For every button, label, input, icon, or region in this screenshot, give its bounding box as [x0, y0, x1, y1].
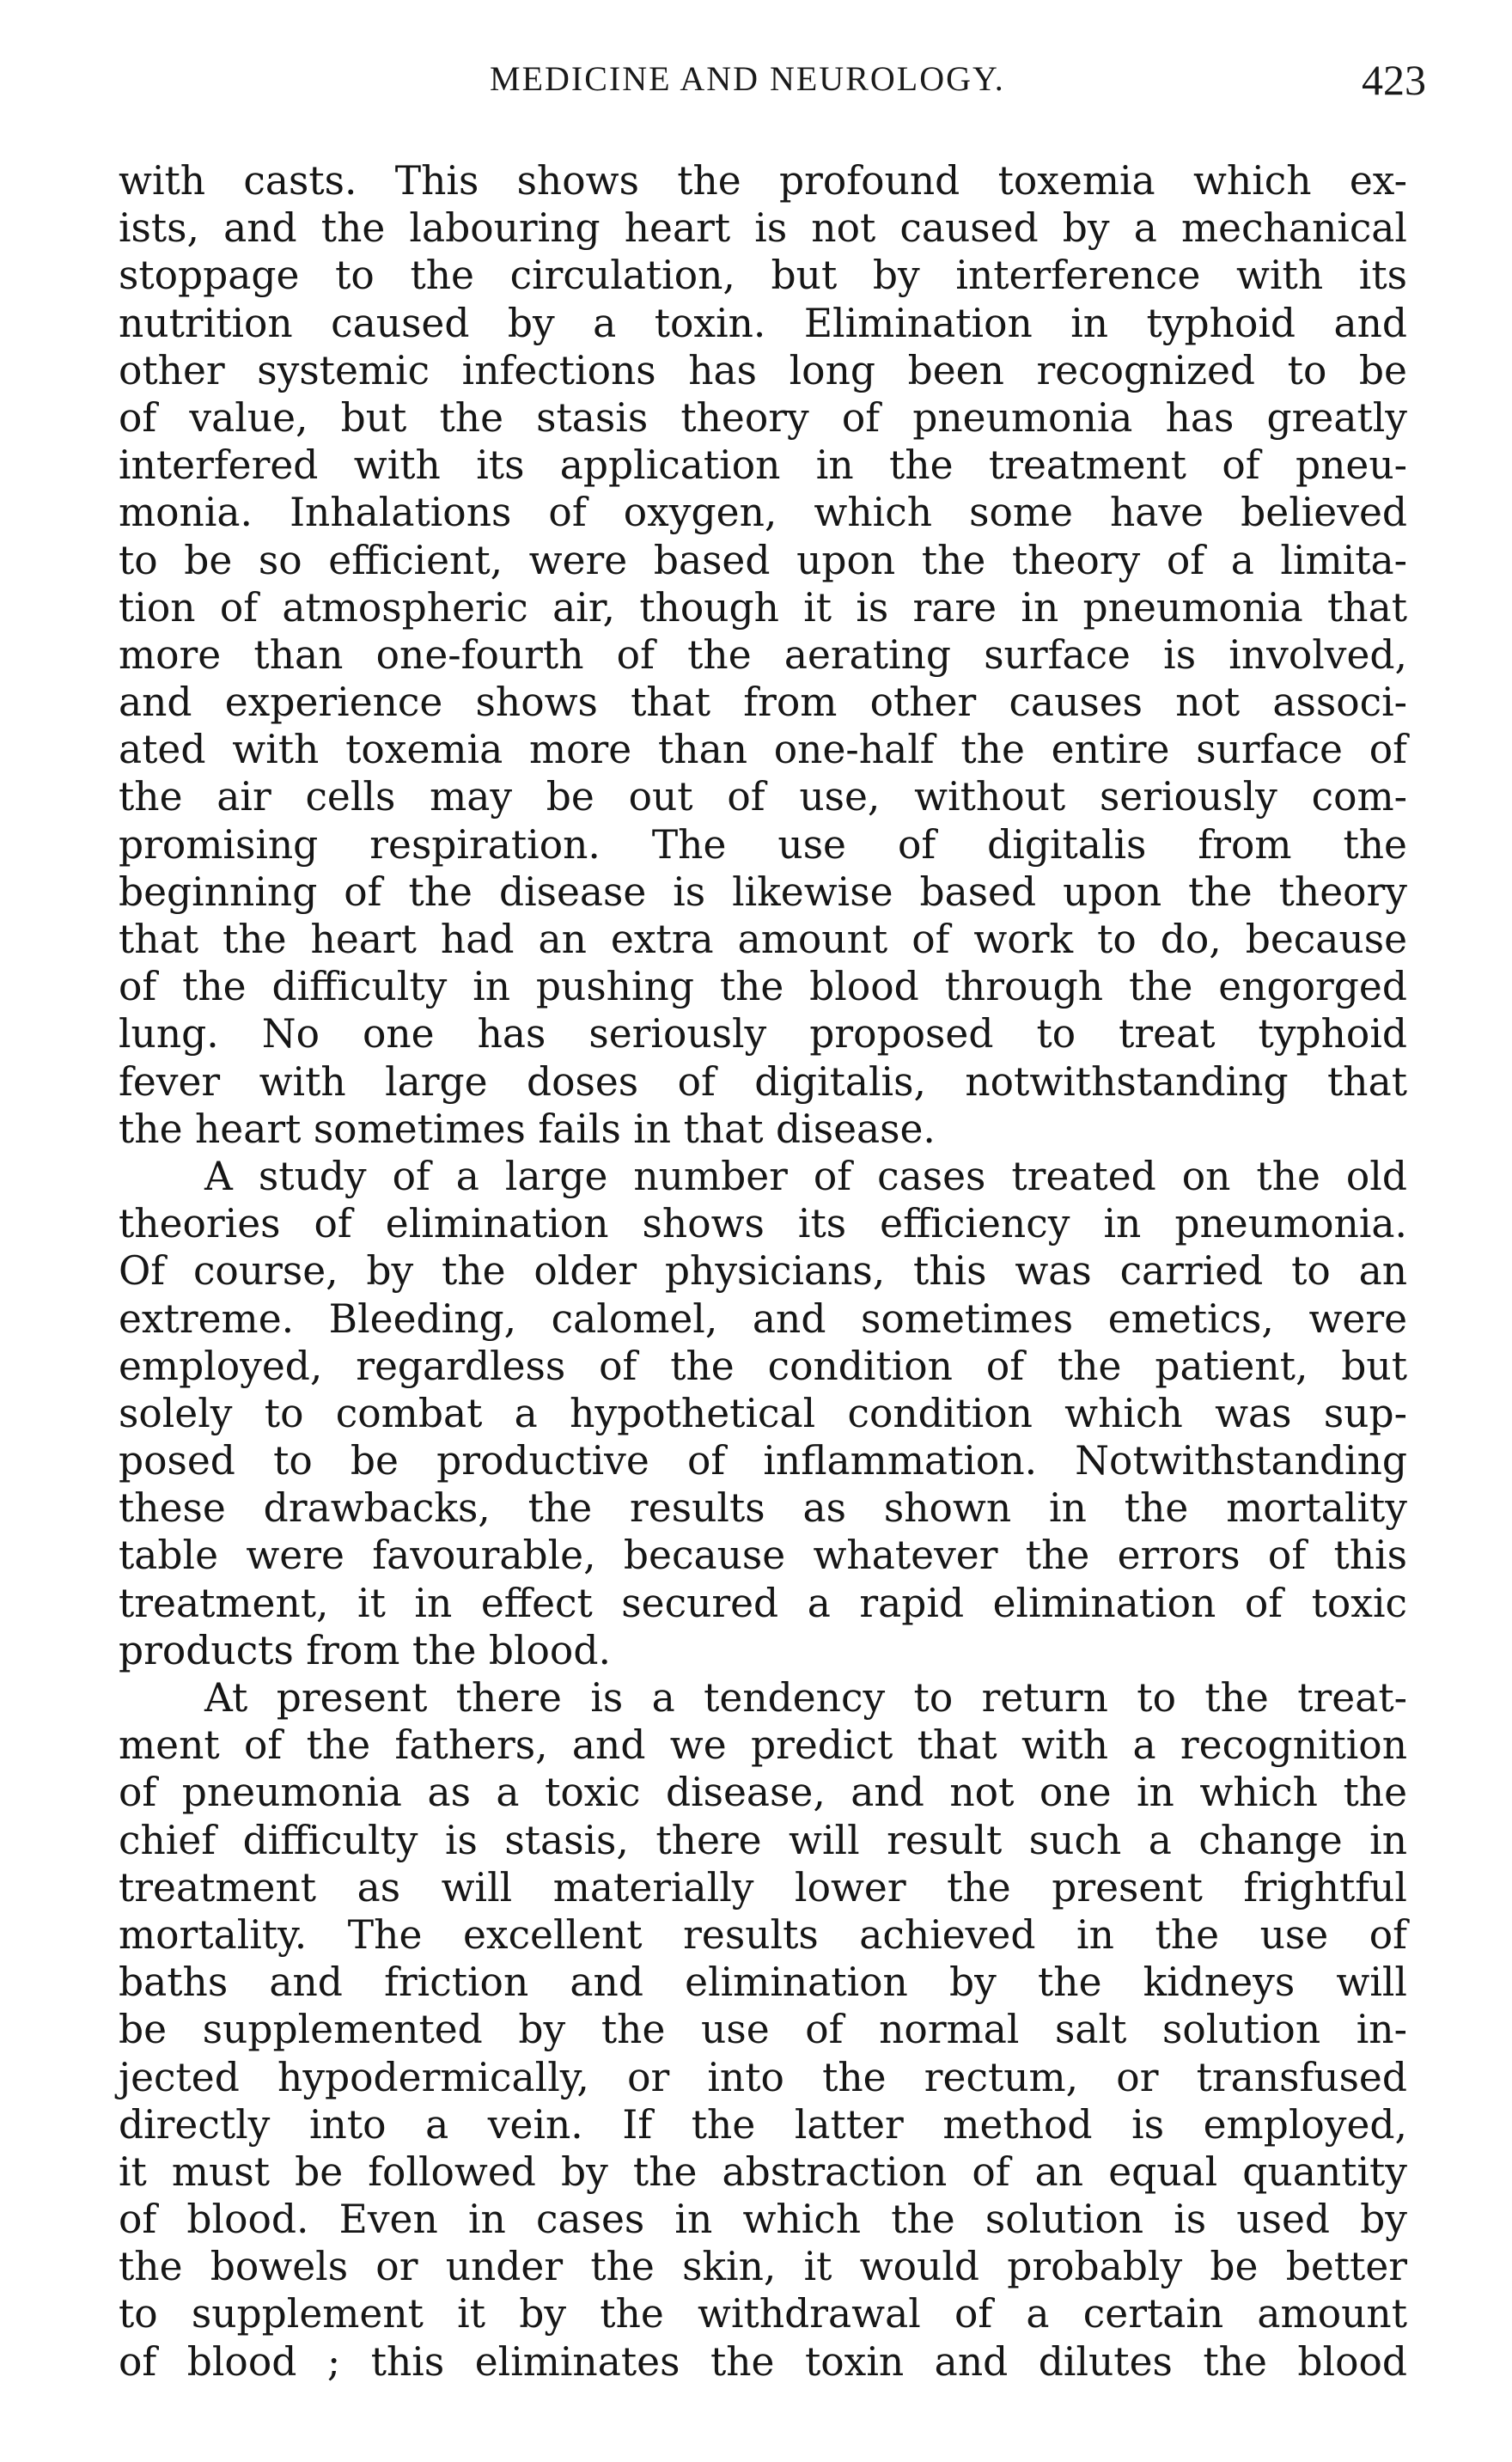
text-line: more than one-fourth of the aerating surface is involved, — [119, 631, 1407, 678]
text-line: theories of elimination shows its efficiency in pneumonia. — [119, 1201, 1407, 1247]
text-line: other systemic infections has long been recognized to be — [119, 347, 1407, 393]
text-line: that the heart had an extra amount of work to do, because — [119, 917, 1407, 962]
text-line: ists, and the labouring heart is not caused by a mechanical — [119, 205, 1407, 252]
text-line: it must be followed by the abstraction of an equal quantity — [119, 2148, 1407, 2195]
text-line: the heart sometimes fails in that disease. — [119, 1106, 936, 1152]
text-line: of value, but the stasis theory of pneumonia has greatly — [119, 394, 1407, 441]
running-title: MEDICINE AND NEUROLOGY. — [490, 59, 1005, 98]
text-line: nutrition caused by a toxin. Elimination in typhoid and — [119, 300, 1407, 346]
text-line: of blood. Even in cases in which the solution is used by — [119, 2197, 1407, 2243]
text-line: and experience shows that from other causes not associ- — [119, 679, 1407, 726]
text-line: with casts. This shows the profound toxemia which ex- — [119, 158, 1407, 204]
text-line: A study of a large number of cases treated on the old — [204, 1153, 1407, 1199]
text-line: interfered with its application in the treatment of pneu- — [119, 442, 1407, 489]
text-line: monia. Inhalations of oxygen, which some have believed — [119, 490, 1407, 536]
text-line: the air cells may be out of use, without seriously com- — [119, 774, 1407, 820]
text-line: products from the blood. — [119, 1627, 611, 1673]
running-head — [120, 58, 1426, 119]
text-line: of blood ; this eliminates the toxin and dilutes the blood — [119, 2338, 1407, 2385]
text-line: Of course, by the older physicians, this was carried to an — [119, 1248, 1407, 1295]
text-line: treatment, it in effect secured a rapid elimination of toxic — [119, 1580, 1407, 1626]
text-line: solely to combat a hypothetical condition which was sup- — [119, 1390, 1407, 1436]
text-line: promising respiration. The use of digitalis from the — [119, 821, 1407, 868]
text-line: the bowels or under the skin, it would probably be better — [119, 2244, 1407, 2290]
text-line: of pneumonia as a toxic disease, and not one in which the — [119, 1770, 1407, 1816]
text-line: posed to be productive of inflammation. Notwithstanding — [119, 1438, 1407, 1484]
text-line: stoppage to the circulation, but by interference with its — [119, 253, 1407, 299]
page-number: 423 — [1362, 56, 1426, 104]
text-line: employed, regardless of the condition of the patient, but — [119, 1343, 1407, 1389]
text-line: to supplement it by the withdrawal of a certain amount — [119, 2291, 1407, 2337]
text-line: be supplemented by the use of normal salt solution in- — [119, 2007, 1407, 2053]
text-line: chief difficulty is stasis, there will result such a change in — [119, 1817, 1407, 1863]
paragraph — [119, 1153, 1407, 1674]
paragraph — [119, 157, 1407, 1153]
text-line: table were favourable, because whatever the errors of this — [119, 1533, 1407, 1579]
text-line: extreme. Bleeding, calomel, and sometimes emetics, were — [119, 1295, 1407, 1342]
text-line: baths and friction and elimination by the kidneys will — [119, 1959, 1407, 2006]
text-line: beginning of the disease is likewise based upon the theory — [119, 868, 1407, 915]
text-line: mortality. The excellent results achieved in the use of — [119, 1911, 1407, 1958]
text-line: treatment as will materially lower the present frightful — [119, 1864, 1407, 1910]
text-line: ated with toxemia more than one-half the entire surface of — [119, 727, 1407, 773]
text-line: these drawbacks, the results as shown in the mortality — [119, 1485, 1407, 1532]
text-line: fever with large doses of digitalis, notwithstanding that — [119, 1058, 1407, 1105]
text-line: At present there is a tendency to return to the treat- — [204, 1675, 1407, 1721]
body-text — [119, 157, 1407, 2386]
paragraph — [119, 1674, 1407, 2386]
text-line: to be so efficient, were based upon the theory of a limita- — [119, 537, 1407, 583]
text-line: jected hypodermically, or into the rectum, or transfused — [119, 2054, 1407, 2100]
text-line: lung. No one has seriously proposed to treat typhoid — [119, 1011, 1407, 1057]
text-line: of the difficulty in pushing the blood through the engorged — [119, 964, 1407, 1010]
text-line: ment of the fathers, and we predict that with a recognition — [119, 1722, 1407, 1769]
text-line: directly into a vein. If the latter method is employed, — [119, 2101, 1407, 2148]
text-line: tion of atmospheric air, though it is rare in pneumonia that — [119, 584, 1407, 631]
